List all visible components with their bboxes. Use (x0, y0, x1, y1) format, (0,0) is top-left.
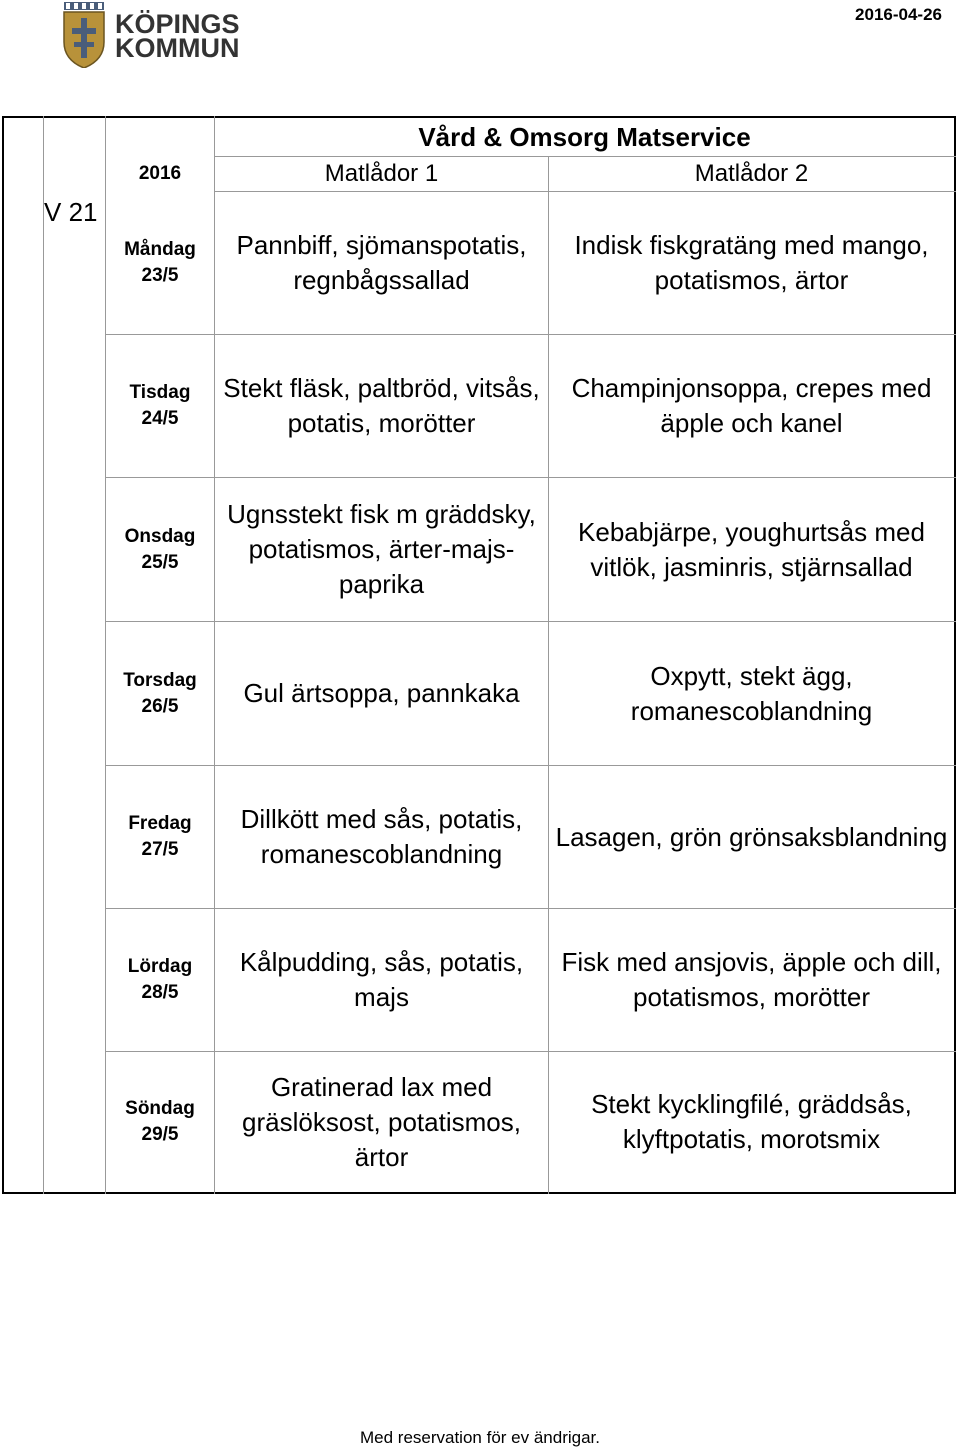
dish-1-friday: Dillkött med sås, potatis, romanescoblandning (240, 804, 523, 869)
week-label: V 21 (44, 196, 98, 227)
day-name: Tisdag (129, 382, 191, 403)
day-cell-sunday (106, 1052, 214, 1192)
table-title: Vård & Omsorg Matservice (418, 121, 751, 152)
logo-line-1: KÖPINGS (115, 9, 240, 39)
day-date: 29/5 (141, 1124, 179, 1145)
day-date: 27/5 (141, 839, 179, 860)
day-cell-saturday (106, 909, 214, 1051)
menu-table (2, 116, 956, 1194)
day-name: Onsdag (124, 525, 196, 547)
dish-1-wednesday: Ugnsstekt fisk m gräddsky, potatismos, ärter-majs-paprika (227, 499, 536, 599)
dish-2-saturday: Fisk med ansjovis, äpple och dill, potatismos, morötter (561, 947, 942, 1012)
column-header-matlador-1: Matlådor 1 (324, 160, 439, 187)
day-date: 23/5 (141, 265, 179, 286)
day-name: Måndag (124, 239, 196, 260)
dish-2-sunday: Stekt kycklingfilé, gräddsås, klyftpotatis, morotsmix (591, 1089, 912, 1154)
table-border-bottom (2, 1192, 956, 1194)
footer-note: Med reservation för ev ändrigar. (359, 1428, 600, 1447)
table-border-right (954, 116, 956, 1194)
column-header-matlador-2: Matlådor 2 (694, 160, 809, 187)
dish-1-saturday: Kålpudding, sås, potatis, majs (239, 947, 524, 1012)
day-cell-thursday (106, 622, 214, 765)
dish-2-tuesday: Champinjonsoppa, crepes med äpple och kanel (571, 373, 932, 438)
day-date: 24/5 (141, 408, 179, 429)
logo-wordmark (115, 9, 240, 63)
coat-of-arms-icon (60, 2, 108, 68)
day-name: Torsdag (123, 669, 197, 691)
day-cell-wednesday (106, 478, 214, 621)
day-cell-friday (106, 766, 214, 908)
dish-2-wednesday: Kebabjärpe, youghurtsås med vitlök, jasminris, stjärnsallad (578, 516, 925, 582)
day-date: 25/5 (141, 551, 179, 573)
dish-1-tuesday: Stekt fläsk, paltbröd, vitsås, potatis, morötter (223, 373, 540, 438)
day-date: 26/5 (141, 695, 179, 717)
day-date: 28/5 (141, 982, 179, 1003)
day-name: Lördag (127, 956, 193, 977)
dish-1-thursday: Gul ärtsoppa, pannkaka (243, 678, 520, 708)
day-name: Söndag (125, 1098, 195, 1119)
kopings-kommun-logo (60, 2, 260, 70)
day-name: Fredag (128, 813, 192, 834)
table-border-left (2, 116, 4, 1194)
divider-week (43, 116, 44, 1194)
dish-2-friday: Lasagen, grön grönsaksblandning (555, 821, 948, 852)
day-cell-tuesday (106, 335, 214, 477)
document-date: 2016-04-26 (855, 5, 942, 24)
logo-line-2: KOMMUN (115, 33, 240, 63)
dish-1-monday: Pannbiff, sjömanspotatis, regnbågssallad (236, 230, 527, 295)
dish-2-monday: Indisk fiskgratäng med mango, potatismos, ärtor (574, 230, 929, 295)
year-label: 2016 (138, 163, 182, 184)
day-cell-monday (106, 192, 214, 334)
dish-1-sunday: Gratinerad lax med gräslöksost, potatismos, ärtor (242, 1071, 521, 1172)
dish-2-thursday: Oxpytt, stekt ägg, romanescoblandning (630, 660, 873, 726)
